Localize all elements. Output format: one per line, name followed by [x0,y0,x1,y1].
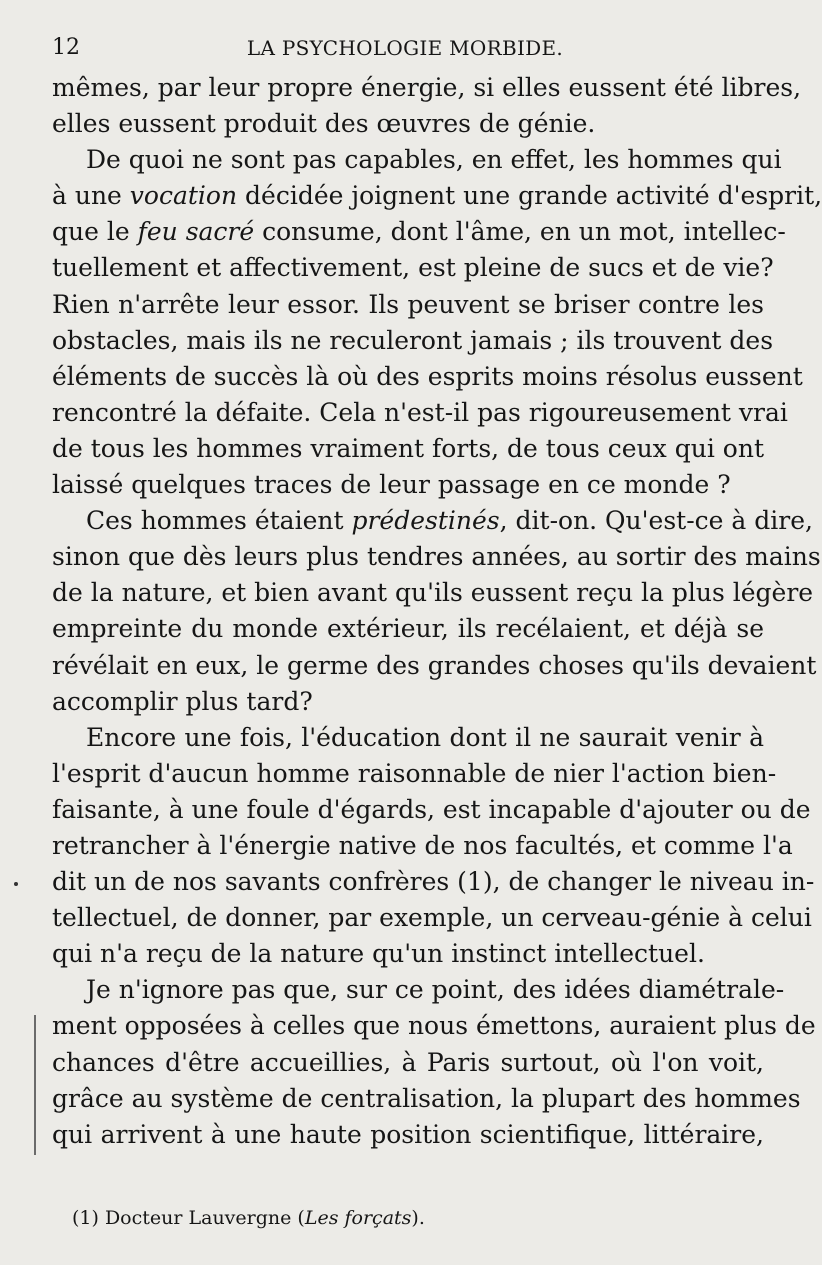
footnote-suffix: ). [411,1207,425,1229]
text-segment: ment opposées à celles que nous émettons, auraient plus de [52,1011,816,1041]
text-line [52,359,803,395]
footnote-italic-title: Les forçats [304,1207,412,1229]
text-segment: Rien n'arrête leur essor. Ils peuvent se briser contre les [52,289,764,319]
text-segment: faisante, à une foule d'égards, est incapable d'ajouter ou de [52,794,811,824]
text-line [52,214,786,250]
text-line [52,936,764,972]
text-segment: chances d'être accueillies, à Paris surtout, où l'on voit, [52,1047,764,1077]
text-line [52,395,788,431]
text-segment: grâce au système de centralisation, la plupart des hommes [52,1083,801,1113]
text-line [52,1045,764,1081]
text-segment: tuellement et affectivement, est pleine de sucs et de vie? [52,253,774,283]
text-segment: qui arrivent à une haute position scientifique, littéraire, [52,1119,764,1149]
text-line [52,1117,764,1153]
text-line [52,503,813,539]
text-segment: Je n'ignore pas que, sur ce point, des idées diamétrale- [86,975,785,1005]
text-segment: l'esprit d'aucun homme raisonnable de nier l'action bien- [52,758,777,788]
text-segment: révélait en eux, le germe des grandes choses qu'ils devaient [52,650,817,680]
text-line [52,792,811,828]
text-line [52,720,764,756]
text-segment: à une [52,181,130,211]
text-segment: consume, dont l'âme, en un mot, intellec- [254,217,786,247]
page-header [52,30,758,66]
italic-phrase: vocation [129,181,238,211]
text-line [52,1081,801,1117]
text-line [52,900,812,936]
text-segment: de tous les hommes vraiment forts, de tous ceux qui ont [52,433,764,463]
footnote-prefix: (1) Docteur Lauvergne ( [72,1207,305,1229]
italic-phrase: prédestinés [351,506,500,536]
text-segment: décidée joignent une grande activité d'esprit, [237,181,822,211]
text-line [52,70,802,106]
text-segment: Encore une fois, l'éducation dont il ne saurait venir à [86,722,764,752]
margin-pencil-mark [34,1015,36,1155]
text-segment: qui n'a reçu de la nature qu'un instinct intellectuel. [52,939,705,969]
text-line [52,539,821,575]
text-line [52,467,764,503]
text-line [52,178,822,214]
text-line [52,828,793,864]
text-line [52,611,764,647]
text-segment: que le [52,217,138,247]
text-line [52,648,817,684]
text-line [52,287,764,323]
text-segment: rencontré la défaite. Cela n'est-il pas rigoureusement vrai [52,397,788,427]
text-line [52,972,785,1008]
text-segment: Ces hommes étaient [86,506,352,536]
italic-phrase: feu sacré [137,217,255,247]
text-segment: mêmes, par leur propre énergie, si elles eussent été libres, [52,73,802,102]
text-segment: De quoi ne sont pas capables, en effet, les hommes qui [86,145,782,175]
text-line [52,684,764,720]
text-segment: laissé quelques traces de leur passage en ce monde ? [52,470,731,500]
footnote [72,1203,752,1233]
text-segment: de la nature, et bien avant qu'ils eussent reçu la plus légère [52,578,814,608]
text-segment: obstacles, mais ils ne reculeront jamais ; ils trouvent des [52,325,774,355]
text-segment: empreinte du monde extérieur, ils recélaient, et déjà se [52,614,764,644]
text-segment: tellectuel, de donner, par exemple, un cerveau-génie à celui [52,903,812,933]
text-line [52,250,774,286]
text-line [52,756,777,792]
text-line [52,142,782,178]
text-segment: retrancher à l'énergie native de nos facultés, et comme l'a [52,830,793,860]
text-line [52,323,774,359]
text-line [52,575,814,611]
running-title: LA PSYCHOLOGIE MORBIDE. [246,36,564,60]
text-line [52,864,815,900]
text-line [52,106,764,142]
page-number: 12 [52,35,80,60]
text-segment: dit un de nos savants confrères (1), de changer le niveau in- [52,867,815,897]
margin-ink-dot [14,882,18,886]
text-segment: , dit-on. Qu'est-ce à dire, [499,506,813,536]
text-segment: elles eussent produit des œuvres de génie. [52,109,596,139]
text-segment: accomplir plus tard? [52,686,313,716]
body-text [52,70,822,1153]
text-line [52,431,764,467]
text-line [52,1008,816,1044]
text-segment: sinon que dès leurs plus tendres années, au sortir des mains [52,542,821,572]
text-segment: éléments de succès là où des esprits moins résolus eussent [52,361,803,391]
